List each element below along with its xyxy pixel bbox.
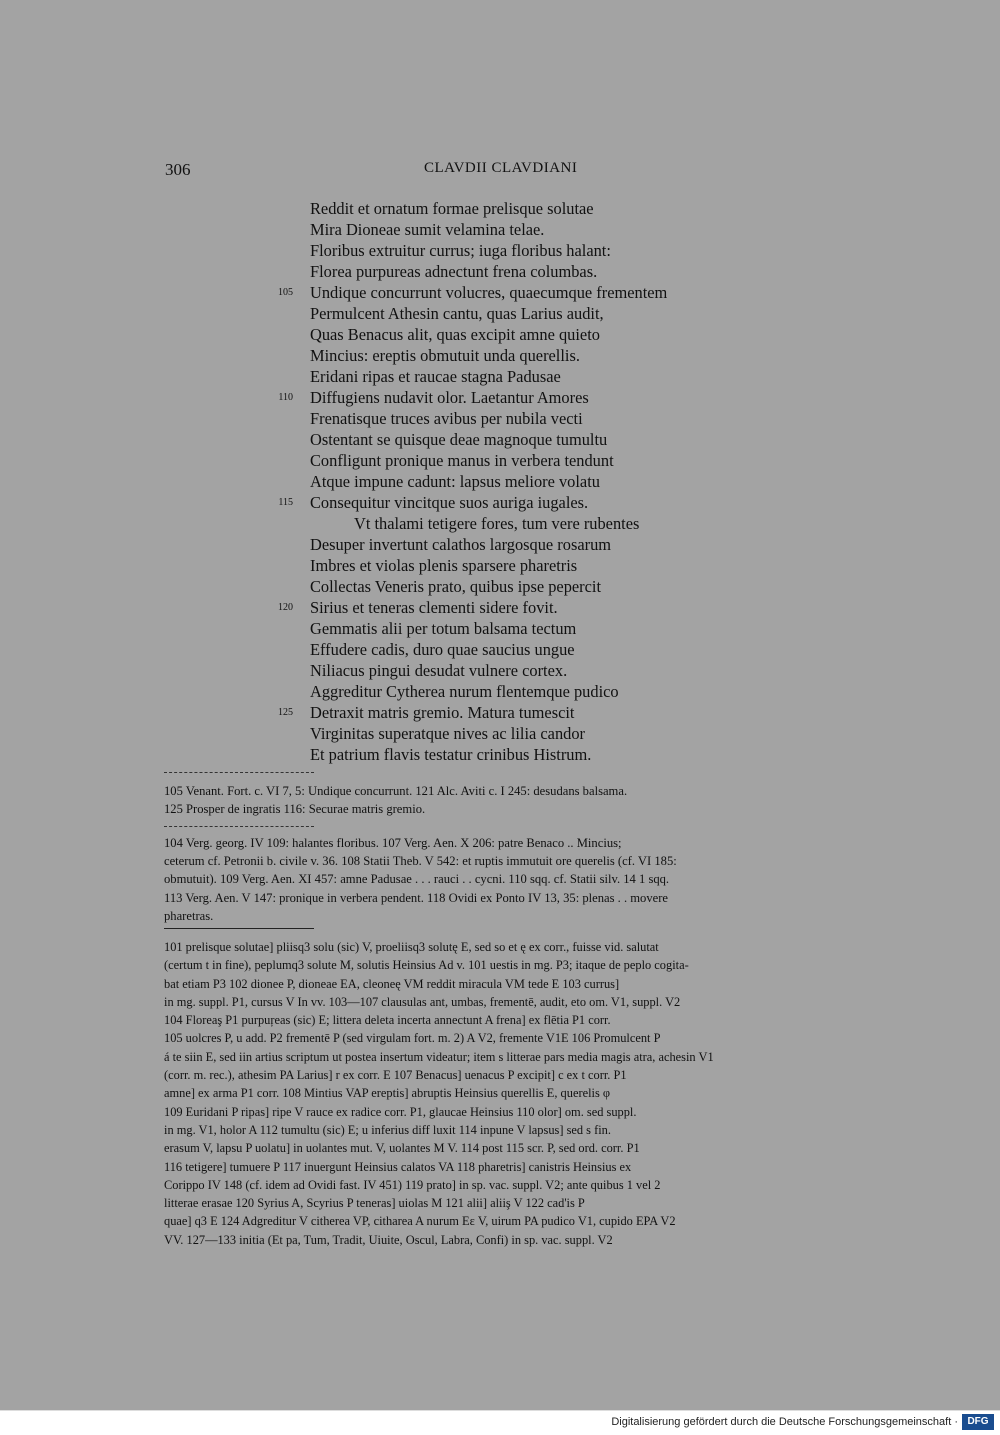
verse-line: Frenatisque truces avibus per nubila vecti [310, 409, 583, 428]
note-line: 104 Verg. georg. IV 109: halantes floribus. 107 Verg. Aen. X 206: patre Benaco .. Mincius; [164, 836, 622, 850]
verse-line: Vt thalami tetigere fores, tum vere rubentes [354, 514, 640, 533]
verse-line: Ostentant se quisque deae magnoque tumultu [310, 430, 608, 449]
page-number: 306 [165, 160, 191, 179]
sources-apparatus [164, 782, 836, 818]
note-line: ceterum cf. Petronii b. civile v. 36. 108 Statii Theb. V 542: et ruptis immutuit ore querelis (cf. VI 185: [164, 854, 677, 869]
line-number: 125 [278, 707, 293, 718]
running-title: CLAVDII CLAVDIANI [424, 160, 578, 176]
apparatus-line: VV. 127—133 initia (Et pa, Tum, Tradit, Uiuite, Oscul, Labra, Confi) in sp. vac. suppl. V2 [164, 1232, 613, 1247]
separator-rule [164, 928, 314, 929]
note-line: obmutuit). 109 Verg. Aen. XI 457: amne Padusae . . . rauci . . cycni. 110 sqq. cf. Statii silv. 14 1 sqq. [164, 872, 670, 887]
apparatus-line: bat etiam P3 102 dionee P, dioneae EA, cleoneę VM reddit miracula VM tede E 103 currus] [164, 976, 620, 991]
verse-line: Mira Dioneae sumit velamina telae. [310, 220, 545, 239]
line-number: 115 [278, 497, 293, 508]
verse-line: Mincius: ereptis obmutuit unda querellis. [310, 346, 580, 365]
verse-line: Detraxit matris gremio. Matura tumescit [310, 703, 575, 722]
apparatus-line: 101 prelisque solutae] pliisq3 solu (sic) V, proeliisq3 solutę E, sed so et ę ex corr., fuisse vid. salutat [164, 940, 659, 954]
verse-line: Imbres et violas plenis sparsere pharetris [310, 556, 578, 575]
verse-line: Consequitur vincitque suos auriga iugales. [310, 493, 589, 512]
note-line: pharetras. [164, 908, 214, 923]
dfg-logo: DFG [962, 1414, 994, 1430]
verse-line: Desuper invertunt calathos largosque rosarum [310, 535, 612, 554]
apparatus-line: quae] q3 E 124 Adgreditur V citherea VP, citharea A nurum Eε V, uirum PA pudico V1, cupido EPA V2 [164, 1214, 676, 1229]
line-number: 120 [278, 602, 293, 613]
apparatus-line: (corr. m. rec.), athesim PA Larius] r ex corr. E 107 Benacus] uenacus P excipit] c ex t corr. P1 [164, 1068, 627, 1083]
verse-line: Virginitas superatque nives ac lilia candor [310, 724, 585, 743]
verse-line: Aggreditur Cytherea nurum flentemque pudico [310, 682, 619, 701]
apparatus-line: á te siin E, sed iin artius scriptum ut postea insertum videatur; item s litterae pars media magis atra, achesin V1 [164, 1049, 714, 1064]
verse-line: Florea purpureas adnectunt frena columbas. [310, 262, 598, 281]
verse-line: Reddit et ornatum formae prelisque solutae [310, 199, 594, 218]
funding-footer [0, 1410, 1000, 1435]
note-line: 105 Venant. Fort. c. VI 7, 5: Undique concurrunt. 121 Alc. Aviti c. I 245: desudans balsama. [164, 784, 628, 798]
verse-line: Eridani ripas et raucae stagna Padusae [310, 367, 561, 386]
verse-line: Permulcent Athesin cantu, quas Larius audit, [310, 304, 604, 323]
verse-line: Effudere cadis, duro quae saucius ungue [310, 640, 575, 659]
separator-rule [164, 826, 314, 827]
verse-line: Niliacus pingui desudat vulnere cortex. [310, 661, 568, 680]
separator-rule [164, 772, 314, 773]
apparatus-line: 109 Euridani P ripas] ripe V rauce ex radice corr. P1, glaucae Heinsius 110 olor] om. sed suppl. [164, 1104, 637, 1119]
apparatus-line: Corippo IV 148 (cf. idem ad Ovidi fast. IV 451) 119 prato] in sp. vac. suppl. V2; ante quibus 1 vel 2 [164, 1177, 661, 1192]
verse-line: Undique concurrunt volucres, quaecumque frementem [310, 283, 668, 302]
verse-line: Collectas Veneris prato, quibus ipse pepercit [310, 577, 602, 596]
verse-line: Gemmatis alii per totum balsama tectum [310, 619, 577, 638]
verse-line: Floribus extruitur currus; iuga floribus halant: [310, 241, 611, 260]
verse-line: Quas Benacus alit, quas excipit amne quieto [310, 325, 600, 344]
critical-apparatus [164, 938, 836, 1249]
line-number: 110 [278, 392, 293, 403]
verse-line: Atque impune cadunt: lapsus meliore volatu [310, 472, 600, 491]
verse-line: Sirius et teneras clementi sidere fovit. [310, 598, 558, 617]
verse-line: Diffugiens nudavit olor. Laetantur Amores [310, 388, 589, 407]
apparatus-line: in mg. suppl. P1, cursus V In vv. 103—107 clausulas ant, umbas, frementē, audit, eto om. V1, suppl. V2 [164, 994, 681, 1009]
parallels-apparatus [164, 834, 836, 925]
note-line: 113 Verg. Aen. V 147: pronique in verbera pendent. 118 Ovidi ex Ponto IV 13, 35: plenas . . movere [164, 890, 669, 905]
verse-line: Et patrium flavis testatur crinibus Histrum. [310, 745, 592, 764]
funding-text: Digitalisierung gefördert durch die Deutsche Forschungsgemeinschaft · [611, 1416, 958, 1428]
apparatus-line: amne] ex arma P1 corr. 108 Mintius VAP ereptis] abruptis Heinsius querellis E, querelis φ [164, 1086, 611, 1101]
apparatus-line: litterae erasae 120 Syrius A, Scyrius P teneras] uiolas M 121 alii] aliiş V 122 cad'is P [164, 1196, 585, 1211]
verse-line: Confligunt pronique manus in verbera tendunt [310, 451, 614, 470]
apparatus-line: 104 Floreaş P1 purpuŗeas (sic) E; littera deleta incerta annectunt A frena] ex flētia P1 corr. [164, 1013, 611, 1028]
verse-block [310, 198, 667, 765]
apparatus-line: 116 tetigere] tumuere P 117 inuergunt Heinsius calatos VA 118 pharetris] canistris Heinsius ex [164, 1159, 632, 1174]
apparatus-line: (certum t in fine), peplumq3 solute M, solutis Heinsius Ad v. 101 uestis in mg. P3; itaque de peplo cogita- [164, 958, 689, 973]
apparatus-line: in mg. V1, holor A 112 tumultu (sic) E; u inferius diff luxit 114 inpune V lapsus] sed s fin. [164, 1122, 611, 1137]
line-number: 105 [278, 287, 293, 298]
apparatus-line: 105 uolcres P, u add. P2 frementē P (sed virgulam fort. m. 2) A V2, fremente V1E 106 Promulcent P [164, 1031, 661, 1046]
apparatus-line: erasum V, lapsu P uolatu] in uolantes mut. V, uolantes M V. 114 post 115 scr. P, sed ord. corr. P1 [164, 1141, 640, 1156]
note-line: 125 Prosper de ingratis 116: Securae matris gremio. [164, 802, 426, 817]
